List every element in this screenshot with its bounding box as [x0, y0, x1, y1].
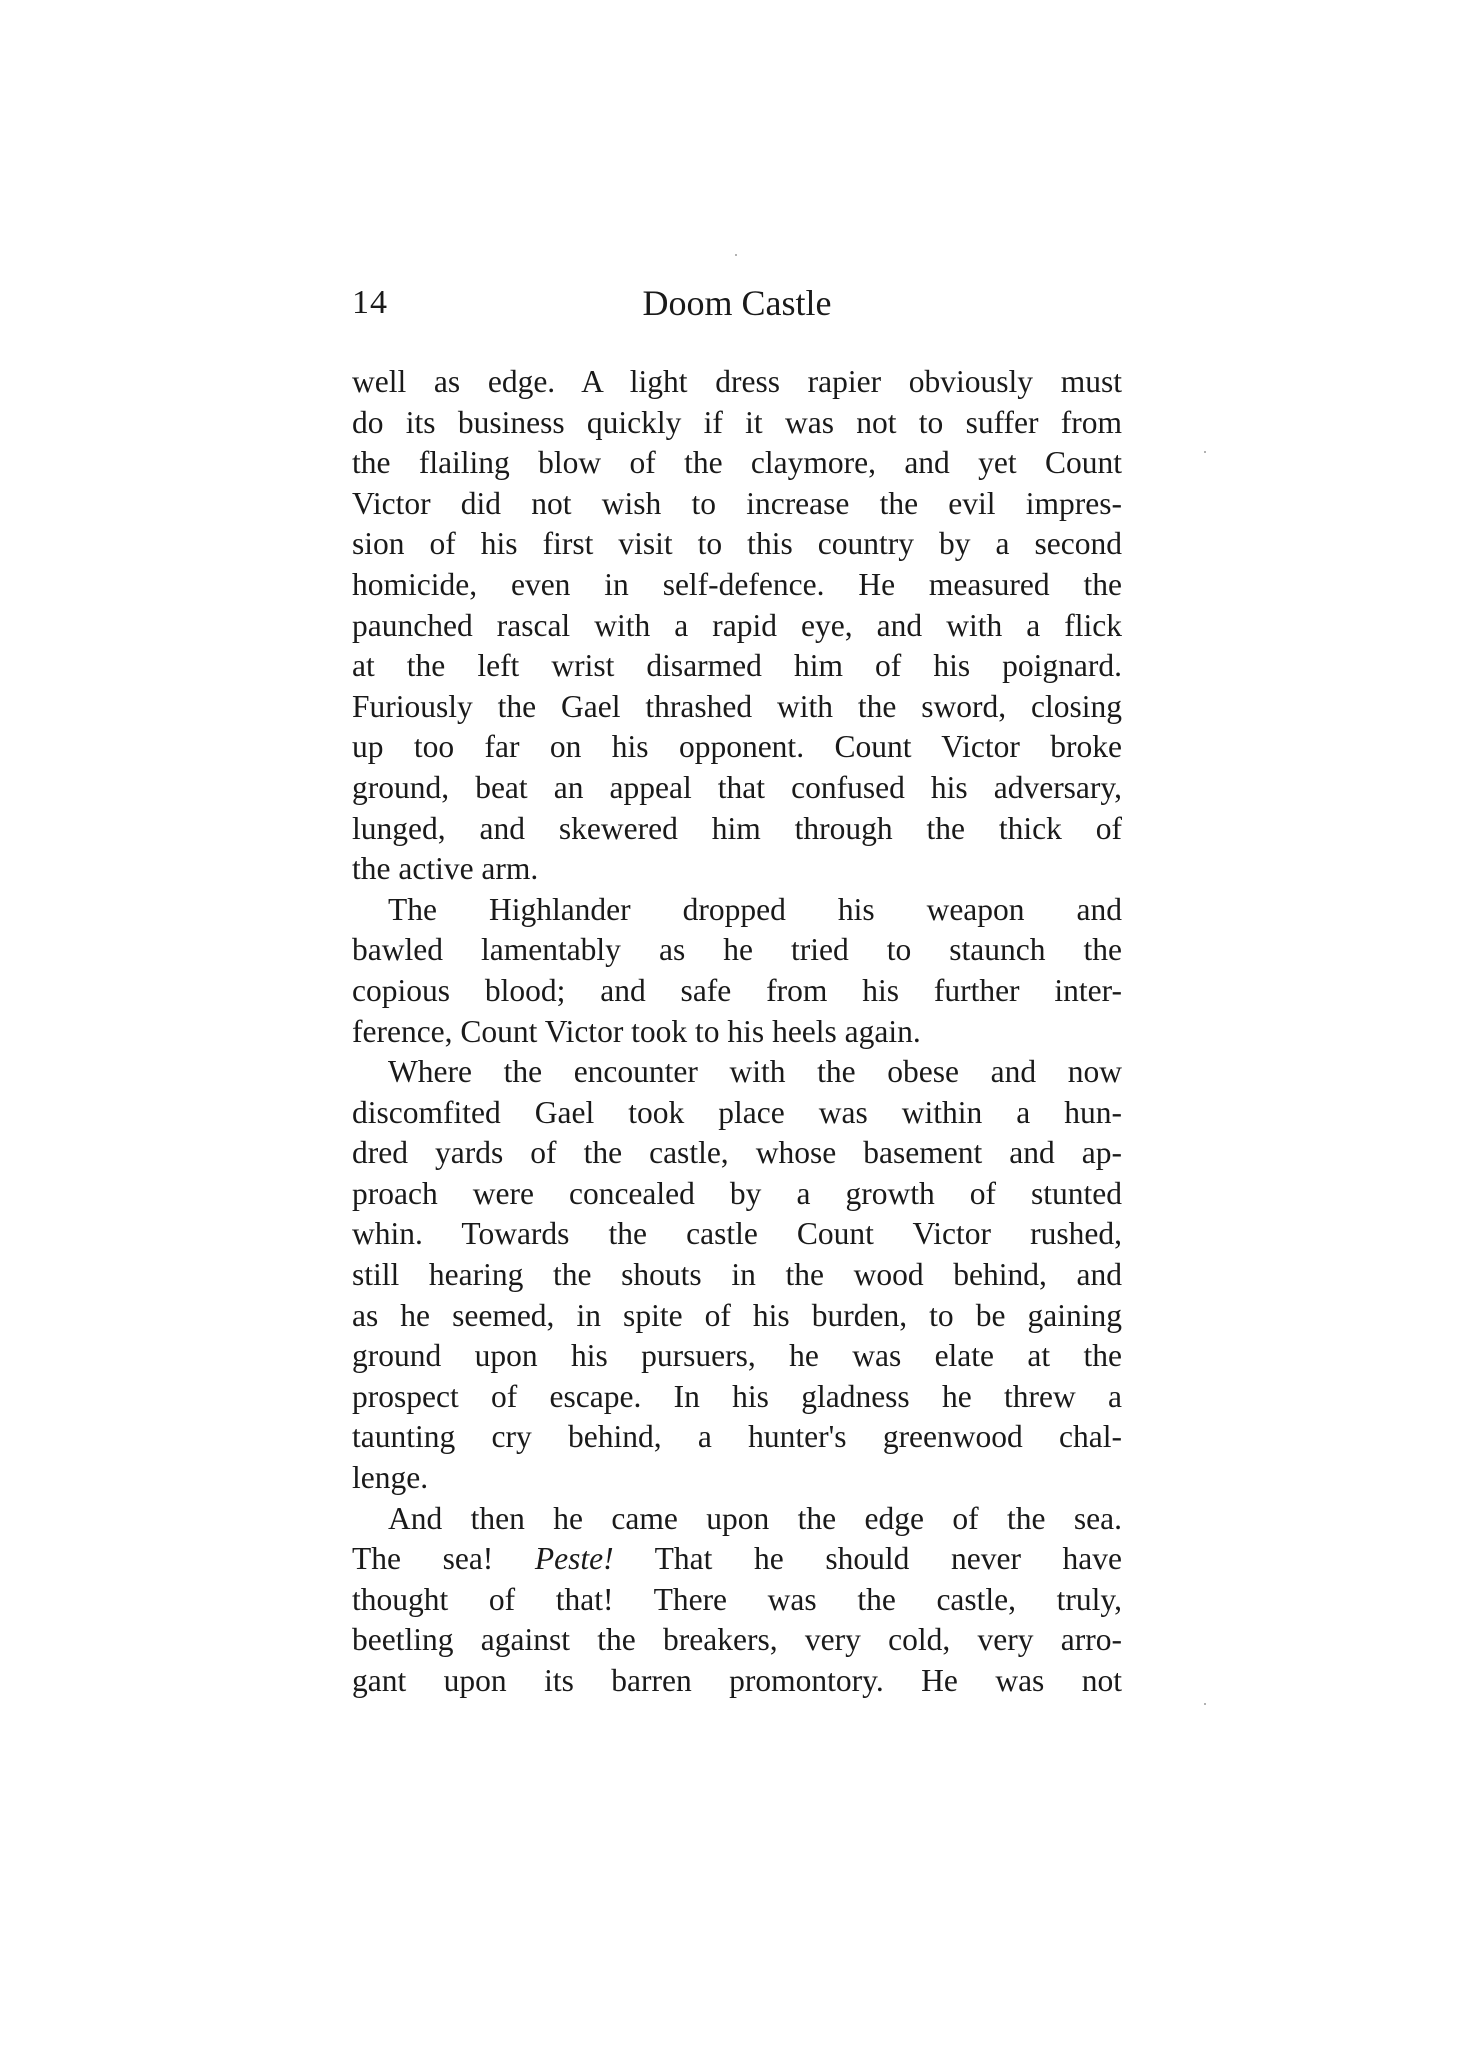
text-line: as he seemed, in spite of his burden, to be gaining [352, 1297, 1122, 1333]
text-line: do its business quickly if it was not to suffer from [352, 404, 1122, 440]
text-line: the active arm. [352, 851, 539, 887]
text-fragment: That he should never have [613, 1541, 1123, 1577]
text-line: still hearing the shouts in the wood behind, and [352, 1257, 1122, 1293]
text-line: up too far on his opponent. Count Victor broke [352, 729, 1122, 765]
text-line: proach were concealed by a growth of stunted [352, 1175, 1122, 1211]
text-line: bawled lamentably as he tried to staunch the [352, 932, 1122, 968]
text-line: The Highlander dropped his weapon and [388, 891, 1122, 927]
scan-speck [735, 254, 737, 256]
scan-speck [1204, 451, 1206, 453]
text-line: ference, Count Victor took to his heels again. [352, 1013, 921, 1049]
book-title: Doom Castle [642, 283, 832, 323]
text-line: at the left wrist disarmed him of his poignard. [352, 648, 1122, 684]
text-line: paunched rascal with a rapid eye, and with a flick [352, 607, 1122, 643]
text-line: copious blood; and safe from his further inter- [352, 972, 1122, 1008]
page-number: 14 [352, 284, 388, 321]
text-line: Where the encounter with the obese and now [388, 1054, 1122, 1090]
text-line: well as edge. A light dress rapier obviously must [352, 364, 1122, 399]
text-line: sion of his first visit to this country by a second [352, 526, 1122, 562]
text-line-with-italic [352, 1539, 1122, 1580]
text-line: beetling against the breakers, very cold, very arro- [352, 1622, 1122, 1658]
text-line: the flailing blow of the claymore, and yet Count [352, 445, 1122, 481]
scan-speck [1204, 1703, 1206, 1705]
text-line: dred yards of the castle, whose basement and ap- [352, 1135, 1122, 1171]
text-line: homicide, even in self-defence. He measured the [352, 566, 1122, 602]
text-line: Victor did not wish to increase the evil impres- [352, 485, 1122, 521]
text-line: And then he came upon the edge of the sea. [388, 1500, 1122, 1536]
text-line: ground upon his pursuers, he was elate at the [352, 1338, 1122, 1374]
text-line: gant upon its barren promontory. He was not [352, 1663, 1122, 1698]
text-line: taunting cry behind, a hunter's greenwood chal- [352, 1419, 1122, 1455]
text-line: discomfited Gael took place was within a hun- [352, 1094, 1122, 1130]
text-fragment: The sea! [352, 1541, 535, 1577]
text-line: Furiously the Gael thrashed with the sword, closing [352, 688, 1122, 724]
text-line: lunged, and skewered him through the thick of [352, 810, 1122, 846]
running-head [352, 278, 1122, 328]
text-line: prospect of escape. In his gladness he threw a [352, 1378, 1122, 1414]
text-line: ground, beat an appeal that confused his adversary, [352, 769, 1122, 805]
italic-exclamation: Peste! [534, 1541, 614, 1577]
text-line: thought of that! There was the castle, truly, [352, 1581, 1122, 1617]
text-line: whin. Towards the castle Count Victor rushed, [352, 1216, 1122, 1252]
text-line: lenge. [352, 1460, 429, 1496]
body-text [352, 362, 1122, 1702]
